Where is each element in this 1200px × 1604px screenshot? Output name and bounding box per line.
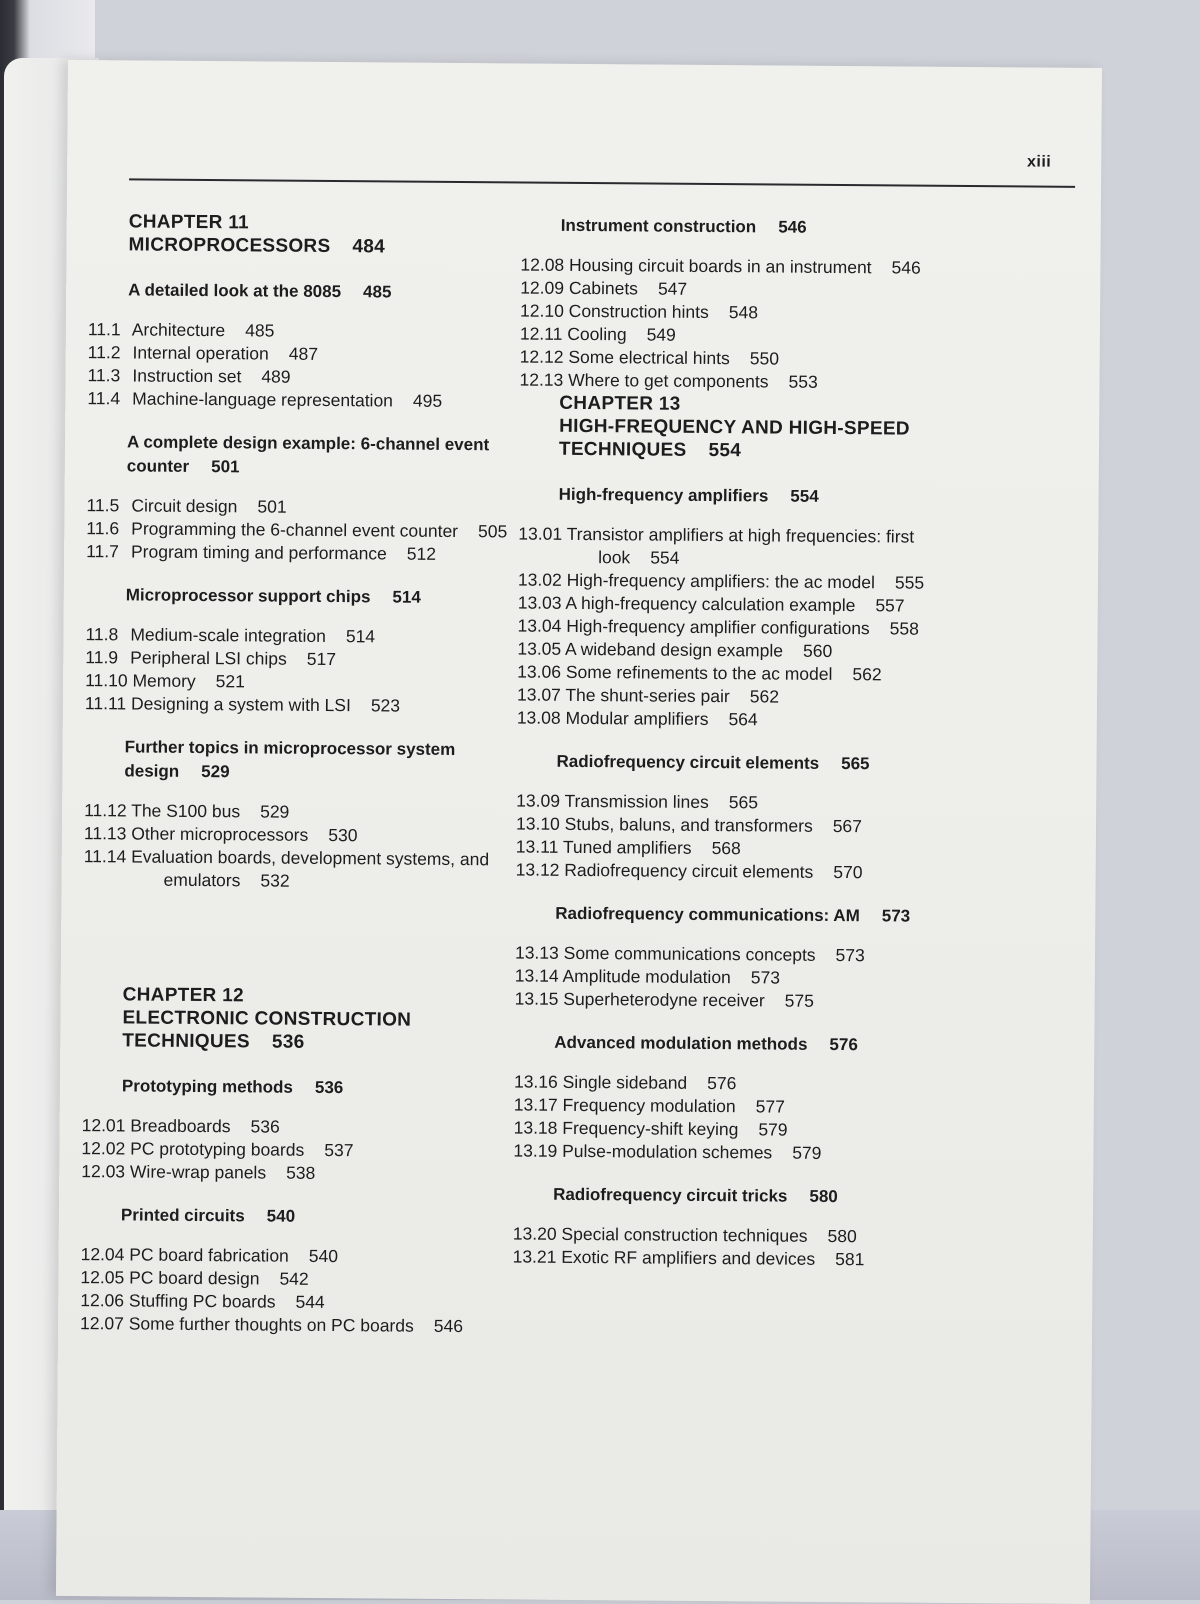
entry-title: The shunt-series pair (565, 685, 730, 706)
entry-page-number: 501 (257, 496, 286, 516)
entry-number: 12.06 (120, 1289, 124, 1312)
entry-title: Machine-language representation (132, 388, 393, 410)
toc-entry (556, 836, 976, 862)
header-rule (129, 178, 1075, 187)
chapter-title-line (559, 415, 979, 464)
entry-number: 12.07 (120, 1312, 124, 1335)
section-page-number: 529 (201, 762, 230, 781)
entry-page-number: 579 (758, 1119, 787, 1139)
entry-number: 13.18 (554, 1117, 558, 1140)
entry-number: 13.06 (557, 661, 561, 684)
toc-entry (557, 638, 977, 664)
entry-page-number: 579 (792, 1143, 821, 1163)
toc-entry (128, 341, 548, 367)
entry-page-number: 573 (751, 967, 780, 987)
entry-page-number: 546 (892, 257, 921, 277)
chapter-heading (122, 983, 543, 1055)
book-page (56, 60, 1102, 1604)
entry-title: PC board fabrication (129, 1244, 289, 1265)
entry-title: Designing a system with LSI (131, 693, 351, 715)
entry-title: Transistor amplifiers at high frequencies: first look (567, 524, 915, 567)
entry-page-number: 514 (346, 626, 375, 646)
toc-entry-list (121, 1114, 542, 1186)
toc-entry (553, 1140, 973, 1166)
chapter-label: CHAPTER 12 (123, 983, 543, 1009)
entry-number: 11.12 (124, 799, 127, 822)
section-heading (121, 1203, 541, 1230)
entry-title: Some refinements to the ac model (566, 662, 833, 684)
entry-number: 11.14 (124, 845, 127, 868)
entry-page-number: 576 (707, 1073, 736, 1093)
toc-entry (125, 623, 545, 649)
entry-title: Amplitude modulation (562, 966, 730, 987)
toc-entry-list (553, 1071, 974, 1166)
entry-page-number: 577 (756, 1096, 785, 1116)
entry-title: Special construction techniques (561, 1224, 807, 1246)
section-page-number: 514 (392, 588, 421, 607)
page-number: xiii (1027, 153, 1051, 171)
entry-page-number: 562 (750, 686, 779, 706)
entry-page-number: 521 (216, 671, 245, 691)
toc-entry (557, 615, 977, 641)
entry-number: 13.01 (558, 523, 562, 546)
chapter-title-line (122, 1006, 542, 1055)
section-heading (128, 278, 548, 305)
section-page-number: 554 (790, 487, 819, 506)
toc-entry (123, 845, 543, 894)
entry-number: 13.17 (554, 1094, 558, 1117)
entry-page-number: 537 (324, 1140, 353, 1160)
toc-entry (125, 669, 545, 695)
entry-number: 12.02 (121, 1137, 125, 1160)
toc-entry (554, 1117, 974, 1143)
entry-number: 12.08 (560, 254, 564, 277)
entry-title: Medium-scale integration (130, 624, 326, 646)
chapter-title: HIGH-FREQUENCY AND HIGH-SPEED TECHNIQUES (559, 416, 910, 461)
entry-title: Frequency modulation (562, 1095, 735, 1116)
toc-entry (122, 1114, 542, 1140)
toc-entry (560, 254, 980, 280)
section-title: Advanced modulation methods (554, 1033, 807, 1054)
toc-entry-list (123, 799, 544, 894)
entry-page-number: 567 (833, 816, 862, 836)
entry-number: 11.13 (124, 822, 127, 845)
chapter-page-number: 536 (272, 1032, 305, 1053)
entry-number: 12.11 (560, 323, 563, 346)
section-title: Microprocessor support chips (126, 585, 371, 606)
entry-title: A wideband design example (565, 639, 783, 661)
entry-number: 13.02 (558, 569, 562, 592)
toc-entry (560, 346, 980, 372)
section-title: Radiofrequency communications: AM (555, 904, 860, 925)
toc-entry (124, 799, 544, 825)
toc-entry (120, 1289, 540, 1315)
section-heading (126, 583, 546, 610)
entry-number: 13.12 (556, 859, 560, 882)
chapter-title-line (128, 233, 548, 259)
entry-page-number: 554 (650, 548, 679, 568)
entry-title: Superheterodyne receiver (563, 989, 765, 1011)
entry-title: Instruction set (132, 365, 241, 386)
entry-title: PC prototyping boards (130, 1138, 304, 1159)
toc-entry (126, 540, 546, 566)
entry-title: Pulse-modulation schemes (562, 1141, 772, 1163)
chapter-label: CHAPTER 11 (129, 210, 549, 236)
entry-page-number: 549 (647, 324, 676, 344)
section-title: Instrument construction (561, 216, 757, 237)
toc-entry (554, 1094, 974, 1120)
entry-title: Single sideband (563, 1072, 688, 1093)
entry-number: 12.01 (122, 1114, 126, 1137)
entry-page-number: 575 (785, 991, 814, 1011)
section-page-number: 546 (778, 218, 807, 237)
entry-number: 13.16 (554, 1071, 558, 1094)
chapter-heading (128, 210, 548, 259)
entry-number: 12.05 (120, 1266, 124, 1289)
toc-left-column (120, 210, 549, 1338)
section-title: Prototyping methods (122, 1076, 293, 1096)
entry-title: Some communications concepts (564, 943, 816, 965)
entry-page-number: 560 (803, 641, 832, 661)
toc-entry (556, 813, 976, 839)
entry-page-number: 548 (729, 302, 758, 322)
entry-number: 13.03 (558, 592, 562, 615)
entry-title: Architecture (132, 319, 226, 340)
chapter-heading (559, 392, 980, 464)
entry-page-number: 505 (478, 521, 507, 541)
entry-number: 13.07 (557, 684, 561, 707)
entry-page-number: 523 (371, 695, 400, 715)
entry-number: 12.09 (560, 277, 564, 300)
entry-page-number: 564 (728, 709, 757, 729)
entry-title: Frequency-shift keying (562, 1118, 738, 1139)
entry-page-number: 517 (307, 649, 336, 669)
entry-title: A high-frequency calculation example (565, 593, 855, 615)
entry-number: 13.19 (553, 1140, 557, 1163)
entry-title: Peripheral LSI chips (130, 647, 287, 668)
toc-entry (126, 494, 546, 520)
entry-page-number: 530 (328, 825, 357, 845)
entry-page-number: 555 (895, 572, 924, 592)
entry-page-number: 573 (836, 945, 865, 965)
entry-page-number: 565 (729, 792, 758, 812)
entry-number: 13.09 (556, 790, 560, 813)
entry-title: Evaluation boards, development systems, and emulators (131, 846, 489, 890)
entry-page-number: 485 (245, 320, 274, 340)
toc-entry (125, 646, 545, 672)
entry-title: High-frequency amplifier configurations (566, 616, 870, 638)
entry-title: Housing circuit boards in an instrument (569, 255, 872, 277)
section-heading (561, 214, 981, 241)
toc-entry-list (127, 318, 548, 413)
section-heading (122, 1074, 542, 1101)
section-page-number: 501 (211, 457, 240, 476)
section-title: A complete design example: 6-channel event counter (127, 432, 489, 475)
section-page-number: 536 (315, 1078, 344, 1097)
toc-entry-list (555, 942, 976, 1014)
entry-number: 12.03 (121, 1160, 125, 1183)
entry-page-number: 580 (828, 1226, 857, 1246)
toc-entry (121, 1160, 541, 1186)
entry-title: Transmission lines (564, 791, 708, 812)
section-page-number: 485 (363, 282, 392, 301)
entry-page-number: 568 (712, 838, 741, 858)
entry-page-number: 562 (852, 664, 881, 684)
chapter-label: CHAPTER 13 (559, 392, 979, 418)
section-page-number: 580 (809, 1187, 838, 1206)
entry-number: 12.12 (560, 346, 564, 369)
entry-number: 13.04 (557, 615, 561, 638)
toc-entry (558, 523, 978, 572)
entry-page-number: 547 (658, 279, 687, 299)
toc-entry (125, 692, 545, 718)
entry-page-number: 536 (250, 1116, 279, 1136)
section-title: Radiofrequency circuit tricks (553, 1185, 787, 1206)
toc-entry (127, 387, 547, 413)
entry-number: 13.08 (557, 707, 561, 730)
section-page-number: 565 (841, 754, 870, 773)
toc-entry-list (553, 1223, 973, 1272)
entry-title: Tuned amplifiers (563, 837, 692, 858)
entry-number: 12.04 (121, 1243, 125, 1266)
section-heading (553, 1183, 973, 1210)
section-title: Printed circuits (121, 1205, 245, 1225)
toc-entry (558, 592, 978, 618)
entry-title: High-frequency amplifiers: the ac model (567, 570, 875, 592)
chapter-page-number: 554 (708, 440, 741, 461)
entry-title: Internal operation (133, 342, 269, 363)
section-heading (559, 483, 979, 510)
entry-title: Circuit design (131, 495, 237, 516)
section-page-number: 576 (829, 1035, 858, 1054)
chapter-title: ELECTRONIC CONSTRUCTION TECHNIQUES (122, 1007, 411, 1052)
entry-title: Programming the 6-channel event counter (131, 518, 458, 541)
toc-entry (558, 569, 978, 595)
entry-number: 11.11 (125, 692, 126, 715)
toc-entry (554, 1071, 974, 1097)
toc-entry (121, 1137, 541, 1163)
toc-entry (557, 684, 977, 710)
entry-page-number: 487 (289, 344, 318, 364)
section-heading (556, 750, 976, 777)
toc-entry (121, 1243, 541, 1269)
entry-title: Construction hints (569, 301, 709, 322)
entry-page-number: 557 (875, 595, 904, 615)
toc-entry (556, 859, 976, 885)
entry-page-number: 558 (890, 618, 919, 638)
toc-entry (559, 369, 979, 395)
section-title: High-frequency amplifiers (559, 485, 769, 506)
entry-title: Wire-wrap panels (130, 1161, 266, 1182)
entry-number: 13.13 (555, 942, 559, 965)
section-heading (124, 735, 544, 786)
toc-entry (124, 822, 544, 848)
toc-entry (128, 318, 548, 344)
toc-entry (557, 661, 977, 687)
entry-page-number: 553 (788, 372, 817, 392)
toc-entry (560, 277, 980, 303)
toc-entry-list (120, 1243, 541, 1338)
entry-title: Radiofrequency circuit elements (564, 860, 813, 882)
entry-page-number: 540 (309, 1246, 338, 1266)
chapter-title: MICROPROCESSORS (128, 234, 330, 257)
toc-entry (560, 300, 980, 326)
entry-title: Cooling (567, 324, 627, 344)
toc-entry (560, 323, 980, 349)
entry-page-number: 529 (260, 801, 289, 821)
entry-title: Stuffing PC boards (129, 1290, 276, 1311)
entry-page-number: 581 (835, 1249, 864, 1269)
toc-entry (120, 1266, 540, 1292)
section-heading (554, 1031, 974, 1058)
toc-entry (555, 988, 975, 1014)
entry-number: 13.15 (555, 988, 559, 1011)
entry-title: Some further thoughts on PC boards (129, 1313, 414, 1335)
toc-entry-list (125, 623, 546, 718)
entry-page-number: 550 (750, 348, 779, 368)
entry-page-number: 512 (407, 544, 436, 564)
section-heading (127, 430, 547, 481)
toc-entry (556, 790, 976, 816)
entry-number: 11.10 (125, 669, 128, 692)
section-heading (555, 902, 975, 929)
chapter-page-number: 484 (352, 236, 385, 257)
entry-number: 13.21 (553, 1246, 557, 1269)
toc-right-column (553, 214, 981, 1272)
section-title: A detailed look at the 8085 (128, 280, 341, 301)
entry-number: 13.14 (555, 965, 559, 988)
entry-page-number: 495 (413, 391, 442, 411)
entry-title: Stubs, baluns, and transformers (565, 814, 813, 836)
section-title: Further topics in microprocessor system design (124, 737, 455, 780)
section-page-number: 540 (267, 1207, 296, 1226)
entry-title: Cabinets (569, 278, 638, 299)
entry-page-number: 570 (833, 862, 862, 882)
entry-title: Some electrical hints (568, 347, 730, 368)
entry-number: 13.20 (553, 1223, 557, 1246)
entry-title: Memory (132, 670, 195, 690)
entry-title: Modular amplifiers (565, 708, 708, 729)
entry-number: 13.10 (556, 813, 560, 836)
toc-entry (126, 517, 546, 543)
toc-entry-list (557, 523, 979, 733)
entry-title: Breadboards (130, 1115, 230, 1136)
section-title: Radiofrequency circuit elements (556, 752, 819, 773)
toc-entry (555, 965, 975, 991)
entry-number: 12.13 (559, 369, 563, 392)
entry-title: Other microprocessors (131, 823, 308, 844)
toc-entry (553, 1223, 973, 1249)
toc-entry (120, 1312, 540, 1338)
entry-number: 13.11 (556, 836, 559, 859)
entry-title: Exotic RF amplifiers and devices (561, 1247, 815, 1269)
toc-entry-list (126, 494, 547, 566)
toc-entry-list (559, 254, 980, 395)
toc-entry-list (556, 790, 977, 885)
entry-page-number: 546 (434, 1316, 463, 1336)
entry-page-number: 538 (286, 1163, 315, 1183)
entry-number: 12.10 (560, 300, 564, 323)
toc-entry (553, 1246, 973, 1272)
entry-page-number: 489 (261, 366, 290, 386)
section-page-number: 573 (882, 906, 911, 925)
toc-entry (127, 364, 547, 390)
entry-page-number: 544 (295, 1292, 324, 1312)
entry-number: 13.05 (557, 638, 561, 661)
entry-page-number: 542 (279, 1269, 308, 1289)
entry-page-number: 532 (260, 870, 289, 890)
entry-title: Where to get components (568, 370, 769, 392)
toc-entry (557, 707, 977, 733)
toc-entry (555, 942, 975, 968)
entry-title: The S100 bus (131, 800, 240, 821)
entry-title: Program timing and performance (131, 541, 387, 563)
entry-title: PC board design (129, 1267, 260, 1288)
